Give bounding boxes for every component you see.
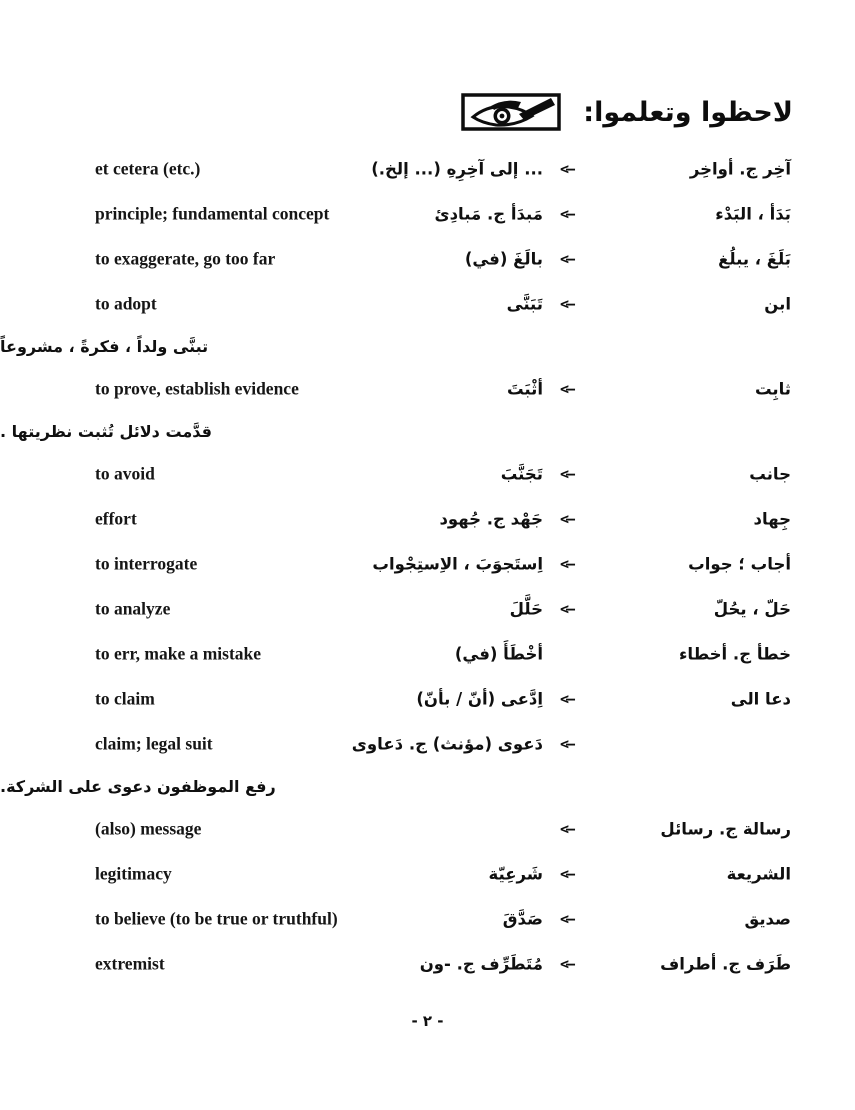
arabic-new-word: أثْبَتَ	[506, 379, 543, 398]
arabic-root-word: خطأ ج. أخطاء	[678, 644, 791, 663]
arabic-new-word: أخْطَأَ (في)	[454, 644, 543, 663]
arabic-new-word: اِستَجوَبَ ، الاِستِجْواب	[372, 554, 543, 573]
english-gloss: claim; legal suit	[95, 733, 213, 753]
arabic-root-word: حَلّ ، يحُلّ	[713, 599, 791, 618]
english-gloss: to believe (to be true or truthful)	[95, 908, 338, 928]
example-sentence: رفع الموظفون دعوى على الشركة.	[0, 776, 276, 796]
arabic-root-word: ثابِت	[754, 379, 791, 398]
arabic-new-word: مُتَطَرِّف ج. -ون	[419, 954, 543, 973]
vocab-row	[0, 191, 855, 236]
vocab-row	[0, 851, 855, 896]
english-gloss: (also) message	[95, 818, 202, 838]
vocab-row	[0, 451, 855, 496]
arabic-root-word: بَلَغَ ، يبلُغ	[718, 249, 791, 268]
lesson-header	[461, 93, 793, 131]
arabic-root-word: جِهاد	[753, 509, 791, 528]
arabic-new-word: تَجَنَّبَ	[500, 464, 543, 483]
vocab-row	[0, 496, 855, 541]
arabic-root-word: طَرَف ج. أطراف	[660, 954, 791, 973]
vocab-row	[0, 721, 855, 766]
arabic-root-word: دعا الى	[730, 689, 791, 708]
english-gloss: extremist	[95, 953, 165, 973]
arabic-new-word: اِدَّعى (أنّ / بأنّ)	[416, 689, 543, 708]
left-arrow-glyph: <—	[559, 204, 573, 223]
arabic-root-word: جانب	[749, 464, 791, 483]
vocab-row	[0, 941, 855, 986]
vocab-row	[0, 366, 855, 411]
vocab-list	[0, 146, 855, 986]
arabic-new-word: مَبدَأ ج. مَبادِئ	[434, 204, 543, 223]
left-arrow-glyph: <—	[559, 689, 573, 708]
left-arrow-glyph: <—	[559, 294, 573, 313]
arabic-root-word: آخِر ج. أواخِر	[689, 159, 791, 178]
vocab-row	[0, 586, 855, 631]
left-arrow-glyph: <—	[559, 379, 573, 398]
english-gloss: to prove, establish evidence	[95, 378, 299, 398]
vocab-row	[0, 896, 855, 941]
example-sentence: قدَّمت دلائل تُثبت نظريتها .	[0, 421, 212, 441]
arabic-root-word: صديق	[744, 909, 791, 928]
arabic-root-word: رسالة ج. رسائل	[660, 819, 791, 838]
left-arrow-glyph: <—	[559, 954, 573, 973]
arabic-root-word: أجاب ؛ جواب	[688, 554, 791, 573]
vocab-row	[0, 236, 855, 281]
left-arrow-glyph: <—	[559, 599, 573, 618]
english-gloss: legitimacy	[95, 863, 172, 883]
english-gloss: to claim	[95, 688, 155, 708]
arabic-root-word: الشريعة	[726, 864, 791, 883]
left-arrow-glyph: <—	[559, 819, 573, 838]
left-arrow-glyph: <—	[559, 909, 573, 928]
section-title: لاحظوا وتعلموا:	[583, 96, 793, 128]
left-arrow-glyph: <—	[559, 159, 573, 178]
left-arrow-glyph: <—	[559, 509, 573, 528]
arabic-root-word: بَدَأ ، البَدْء	[715, 204, 791, 223]
english-gloss: et cetera (etc.)	[95, 158, 201, 178]
left-arrow-glyph: <—	[559, 864, 573, 883]
left-arrow-glyph: <—	[559, 249, 573, 268]
vocab-row	[0, 541, 855, 586]
english-gloss: to adopt	[95, 293, 157, 313]
vocab-row	[0, 631, 855, 676]
vocab-row	[0, 146, 855, 191]
left-arrow-glyph: <—	[559, 464, 573, 483]
example-sentence: تبنَّى ولداً ، فكرةً ، مشروعاً	[0, 336, 209, 356]
arabic-new-word: دَعوى (مؤنث) ج. دَعاوى	[351, 734, 543, 753]
vocab-row	[0, 806, 855, 851]
english-gloss: to avoid	[95, 463, 155, 483]
arabic-new-word: ... إلى آخِرِهِ (... إلخ.)	[371, 159, 543, 178]
english-gloss: to err, make a mistake	[95, 643, 262, 663]
eye-pen-icon	[461, 93, 561, 131]
arabic-new-word: جَهْد ج. جُهود	[439, 509, 543, 528]
left-arrow-glyph: <—	[559, 554, 573, 573]
left-arrow-glyph: <—	[559, 734, 573, 753]
english-gloss: to exaggerate, go too far	[95, 248, 276, 268]
vocab-row	[0, 281, 855, 326]
vocab-row	[0, 676, 855, 721]
english-gloss: effort	[95, 508, 137, 528]
arabic-new-word: حَلَّلَ	[509, 599, 543, 618]
english-gloss: to interrogate	[95, 553, 198, 573]
arabic-new-word: تَبَنَّى	[506, 294, 543, 313]
arabic-root-word: ابن	[764, 294, 791, 313]
english-gloss: principle; fundamental concept	[95, 203, 330, 223]
english-gloss: to analyze	[95, 598, 171, 618]
page-number: - ٢ -	[411, 1012, 444, 1030]
arabic-new-word: شَرعِيّة	[488, 864, 543, 883]
arabic-new-word: بالَغَ (في)	[464, 249, 543, 268]
arabic-new-word: صَدَّقَ	[502, 909, 543, 928]
